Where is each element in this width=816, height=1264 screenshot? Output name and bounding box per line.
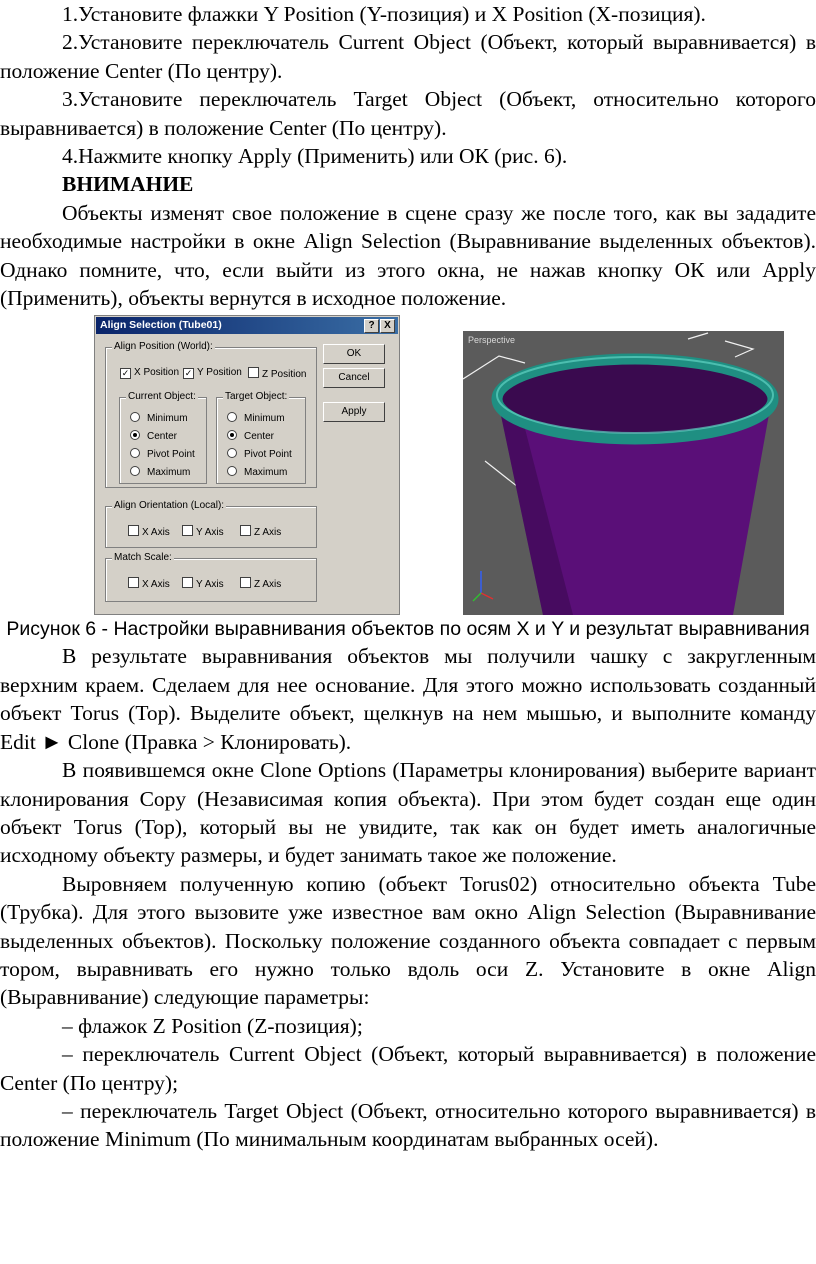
step-3: 3.Установите переключатель Target Object (Объект, относительно которого выравнивается) в положение Center (По центру).: [0, 87, 816, 140]
option-label: Center: [244, 431, 275, 443]
align-position-label: Align Position (World):: [114, 341, 213, 353]
option-label: Z Axis: [254, 527, 282, 539]
step-1: 1.Установите флажки Y Position (Y-позиция) и X Position (X-позиция).: [62, 2, 706, 26]
current-center-radio[interactable]: [130, 430, 177, 443]
figure-caption: Рисунок 6 - Настройки выравнивания объектов по осям X и Y и результат выравнивания: [6, 618, 810, 641]
unchecked-box-icon: [240, 525, 251, 536]
help-button[interactable]: ?: [364, 319, 379, 333]
x-position-label: X Position: [134, 367, 180, 379]
dialog-title: [96, 317, 398, 334]
option-label: Maximum: [244, 467, 288, 479]
align-orientation-group: [105, 500, 317, 548]
current-minimum-radio[interactable]: [130, 412, 188, 425]
ok-button[interactable]: OK: [323, 344, 385, 364]
unchecked-box-icon: [128, 577, 139, 588]
attention-paragraph: Объекты изменят свое положение в сцене сразу же после того, как вы зададите необходимые настройки в окне Align Selection (Выравнивание выделенных объектов). Однако помните, что, если выйти из этого окна, не нажав кнопку ОК или Apply (Применить), объекты вернутся в исходное положение.: [0, 200, 816, 311]
match-scale-group: [105, 552, 317, 602]
align-orientation-label: Align Orientation (Local):: [114, 500, 225, 512]
paragraph-1: В результате выравнивания объектов мы получили чашку с закругленным верхним краем. Сделаем для нее основание. Для этого можно использовать созданный объект Torus (Тор). Выделите объект, щелкнув на нем мышью, и выполните команду Edit ► Clone (Правка > Клонировать).: [0, 644, 816, 754]
apply-button[interactable]: Apply: [323, 402, 385, 422]
target-pivot-radio[interactable]: [227, 448, 292, 461]
radio-selected-icon: [227, 430, 237, 440]
option-label: Y Axis: [196, 527, 224, 539]
option-label: X Axis: [142, 579, 170, 591]
orient-x-axis-checkbox[interactable]: [128, 525, 170, 539]
option-label: Minimum: [244, 413, 285, 425]
radio-icon: [130, 466, 140, 476]
y-position-label: Y Position: [197, 367, 242, 379]
radio-icon: [130, 448, 140, 458]
unchecked-box-icon: [248, 367, 259, 378]
y-position-checkbox[interactable]: [183, 367, 242, 379]
option-label: Center: [147, 431, 178, 443]
unchecked-box-icon: [240, 577, 251, 588]
match-scale-label: Match Scale:: [114, 552, 172, 564]
bullet-2: – переключатель Current Object (Объект, который выравнивается) в положение Center (По центру);: [0, 1042, 816, 1095]
unchecked-box-icon: [182, 525, 193, 536]
radio-icon: [227, 412, 237, 422]
scale-z-axis-checkbox[interactable]: [240, 577, 281, 591]
check-icon: ✓: [184, 368, 193, 379]
radio-icon: [227, 466, 237, 476]
target-object-label: Target Object:: [225, 391, 288, 403]
target-maximum-radio[interactable]: [227, 466, 287, 479]
scale-y-axis-checkbox[interactable]: [182, 577, 224, 591]
unchecked-box-icon: [128, 525, 139, 536]
option-label: X Axis: [142, 527, 170, 539]
current-object-label: Current Object:: [128, 391, 196, 403]
unchecked-box-icon: [182, 577, 193, 588]
paragraph-3: Выровняем полученную копию (объект Torus02) относительно объекта Tube (Трубка). Для этого вызовите уже известное вам окно Align Selection (Выравнивание выделенных объектов). Поскольку положение созданного объекта совпадает с первым тором, выравнивать его нужно только вдоль оси Z. Установите в окне Align (Выравнивание) следующие параметры:: [0, 871, 816, 1010]
check-icon: ✓: [121, 368, 130, 379]
target-center-radio[interactable]: [227, 430, 274, 443]
attention-heading: ВНИМАНИЕ: [62, 172, 194, 197]
viewport-label: Perspective: [468, 335, 516, 346]
current-object-group: [119, 391, 207, 484]
current-pivot-radio[interactable]: [130, 448, 195, 461]
option-label: Y Axis: [196, 579, 224, 591]
target-object-group: [216, 391, 306, 484]
target-minimum-radio[interactable]: [227, 412, 285, 425]
current-maximum-radio[interactable]: [130, 466, 190, 479]
z-position-checkbox[interactable]: [248, 367, 306, 381]
step-4: 4.Нажмите кнопку Apply (Применить) или ОК (рис. 6).: [62, 144, 568, 169]
option-label: Minimum: [147, 413, 188, 425]
scale-x-axis-checkbox[interactable]: [128, 577, 170, 591]
step-2: 2.Установите переключатель Current Object (Объект, который выравнивается) в положение Center (По центру).: [0, 30, 816, 83]
radio-icon: [130, 412, 140, 422]
option-label: Z Axis: [254, 579, 282, 591]
align-selection-dialog: [94, 315, 400, 615]
align-position-group: [105, 341, 317, 488]
option-label: Maximum: [147, 467, 191, 479]
orient-y-axis-checkbox[interactable]: [182, 525, 224, 539]
x-position-checkbox[interactable]: [120, 367, 179, 379]
z-position-label: Z Position: [262, 369, 307, 381]
option-label: Pivot Point: [147, 449, 195, 461]
option-label: Pivot Point: [244, 449, 292, 461]
paragraph-2: В появившемся окне Clone Options (Параметры клонирования) выберите вариант клонирования Copy (Независимая копия объекта). При этом будет создан еще один объект Torus (Тор), который вы не увидите, так как он будет иметь аналогичные исходному объекту размеры, и будет занимать такое же положение.: [0, 758, 816, 868]
orient-z-axis-checkbox[interactable]: [240, 525, 281, 539]
radio-selected-icon: [130, 430, 140, 440]
bullet-1: – флажок Z Position (Z-позиция);: [62, 1013, 363, 1038]
radio-icon: [227, 448, 237, 458]
bullet-3: – переключатель Target Object (Объект, относительно которого выравнивается) в положение Minimum (По минимальным координатам выбранных осей).: [0, 1098, 816, 1152]
cancel-button[interactable]: Cancel: [323, 368, 385, 388]
dialog-title-text: Align Selection (Tube01): [100, 319, 222, 332]
close-button[interactable]: X: [380, 319, 395, 333]
perspective-viewport: [463, 331, 784, 615]
figure-6: [0, 312, 816, 616]
